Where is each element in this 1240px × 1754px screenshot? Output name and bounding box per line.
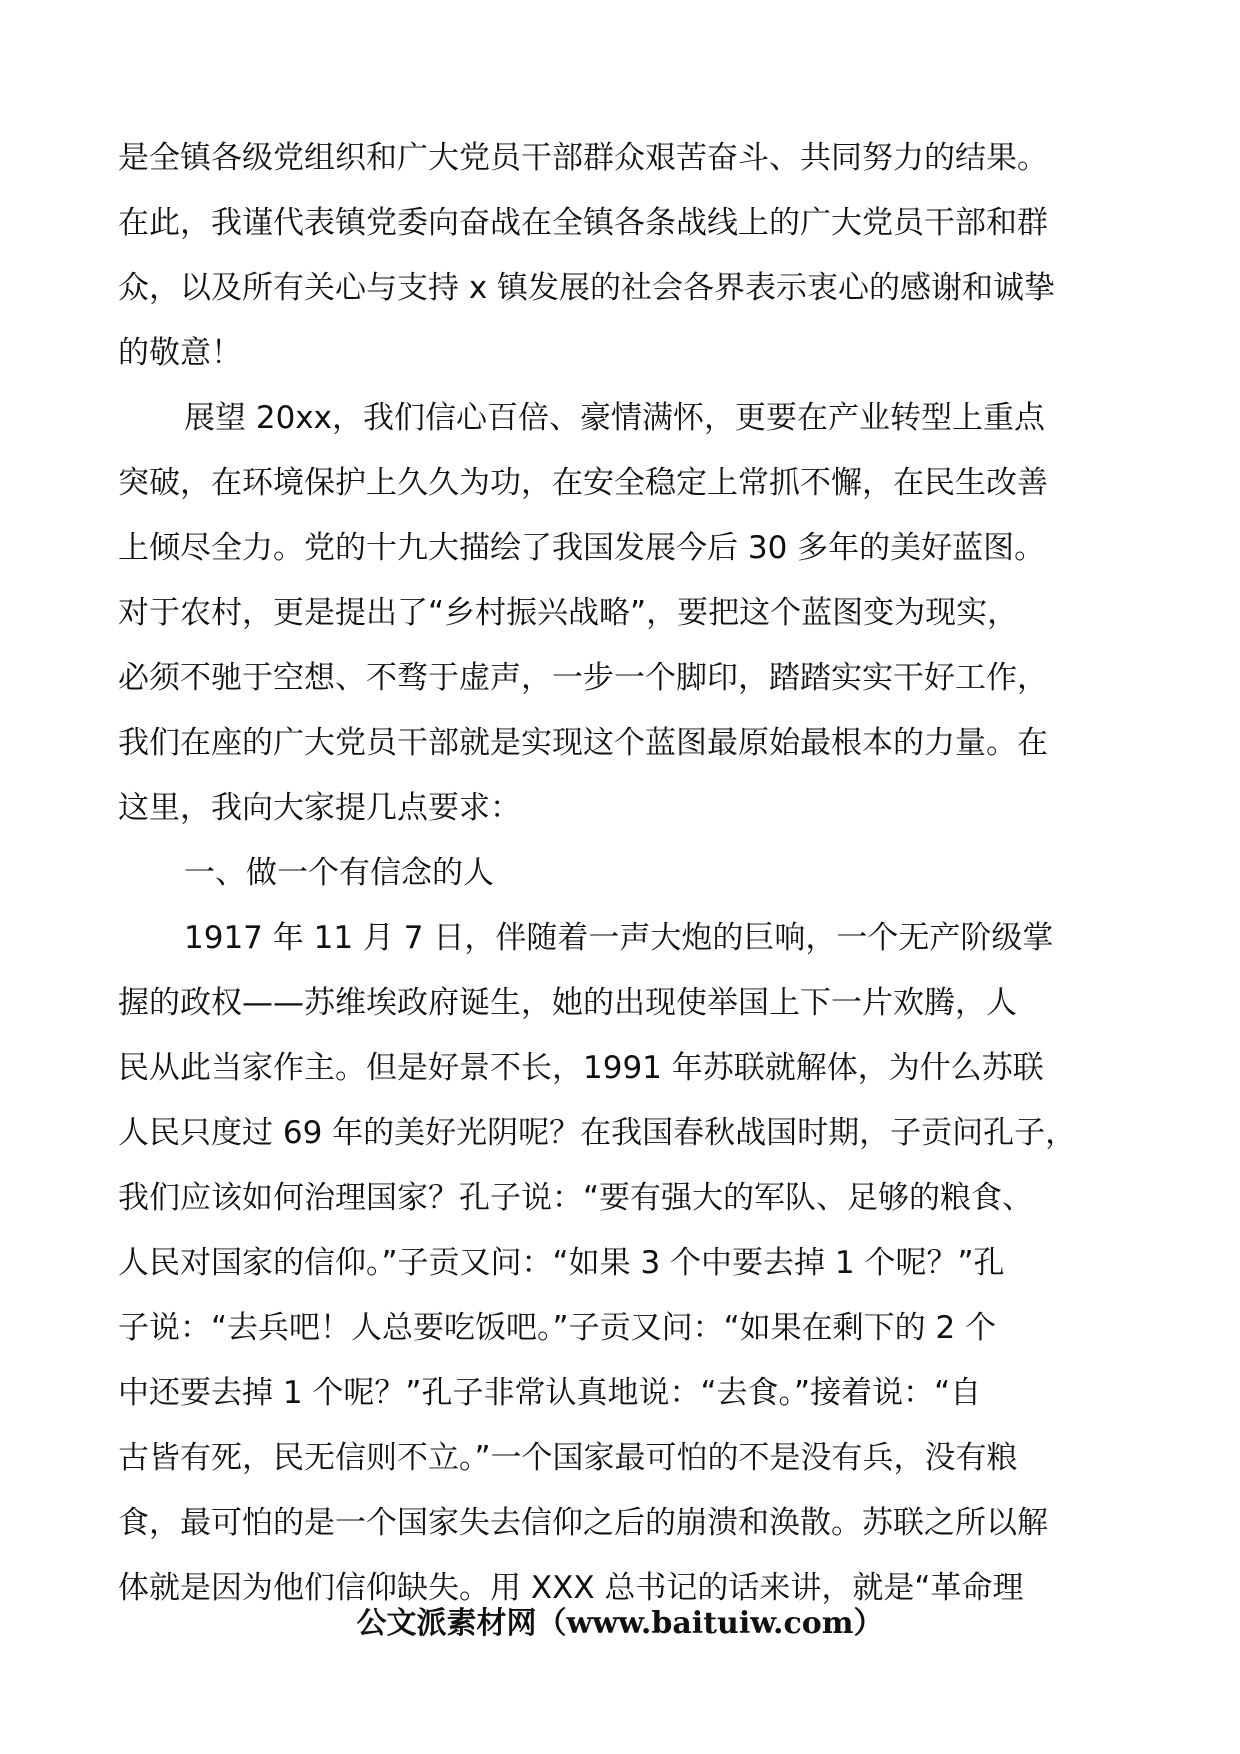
text-line: 体就是因为他们信仰缺失。用 XXX 总书记的话来讲，就是“革命理 bbox=[118, 1570, 1024, 1606]
text-line: 我们应该如何治理国家？孔子说：“要有强大的军队、足够的粮食、 bbox=[118, 1180, 1034, 1216]
text-line: 握的政权——苏维埃政府诞生，她的出现使举国上下一片欢腾，人 bbox=[118, 985, 1017, 1021]
text-line: 上倾尽全力。党的十九大描绘了我国发展今后 30 多年的美好蓝图。 bbox=[118, 530, 1046, 566]
text-line: 是全镇各级党组织和广大党员干部群众艰苦奋斗、共同努力的结果。 bbox=[118, 140, 1048, 176]
text-line: 子说：“去兵吧！人总要吃饭吧。”子贡又问：“如果在剩下的 2 个 bbox=[118, 1310, 997, 1346]
text-line: 展望 20xx，我们信心百倍、豪情满怀，更要在产业转型上重点 bbox=[184, 400, 1045, 436]
text-line: 民从此当家作主。但是好景不长，1991 年苏联就解体，为什么苏联 bbox=[118, 1050, 1044, 1086]
body-text bbox=[118, 126, 1128, 1621]
text-line: 中还要去掉 1 个呢？”孔子非常认真地说：“去食。”接着说：“自 bbox=[118, 1375, 982, 1411]
text-line: 人民只度过 69 年的美好光阴呢？在我国春秋战国时期，子贡问孔子， bbox=[118, 1115, 1077, 1151]
text-line: 在此，我谨代表镇党委向奋战在全镇各条战线上的广大党员干部和群 bbox=[118, 205, 1048, 241]
page-footer: 公文派素材网（www.baituiw.com） bbox=[356, 1606, 884, 1641]
text-line: 人民对国家的信仰。”子贡又问：“如果 3 个中要去掉 1 个呢？”孔 bbox=[118, 1245, 1005, 1281]
text-line: 突破，在环境保护上久久为功，在安全稳定上常抓不懈，在民生改善 bbox=[118, 465, 1048, 501]
text-line: 食，最可怕的是一个国家失去信仰之后的崩溃和涣散。苏联之所以解 bbox=[118, 1505, 1048, 1541]
text-line: 古皆有死，民无信则不立。”一个国家最可怕的不是没有兵，没有粮 bbox=[118, 1440, 1018, 1476]
text-line: 这里，我向大家提几点要求： bbox=[118, 790, 521, 826]
text-line: 对于农村，更是提出了“乡村振兴战略”，要把这个蓝图变为现实， bbox=[118, 595, 1019, 631]
section-heading: 一、做一个有信念的人 bbox=[184, 855, 494, 891]
text-line: 我们在座的广大党员干部就是实现这个蓝图最原始最根本的力量。在 bbox=[118, 725, 1048, 761]
text-line: 众，以及所有关心与支持 x 镇发展的社会各界表示衷心的感谢和诚挚 bbox=[118, 270, 1056, 306]
text-line: 1917 年 11 月 7 日，伴随着一声大炮的巨响，一个无产阶级掌 bbox=[184, 920, 1054, 956]
text-line: 的敬意！ bbox=[118, 335, 242, 371]
text-line: 必须不驰于空想、不骛于虚声，一步一个脚印，踏踏实实干好工作， bbox=[118, 660, 1048, 696]
